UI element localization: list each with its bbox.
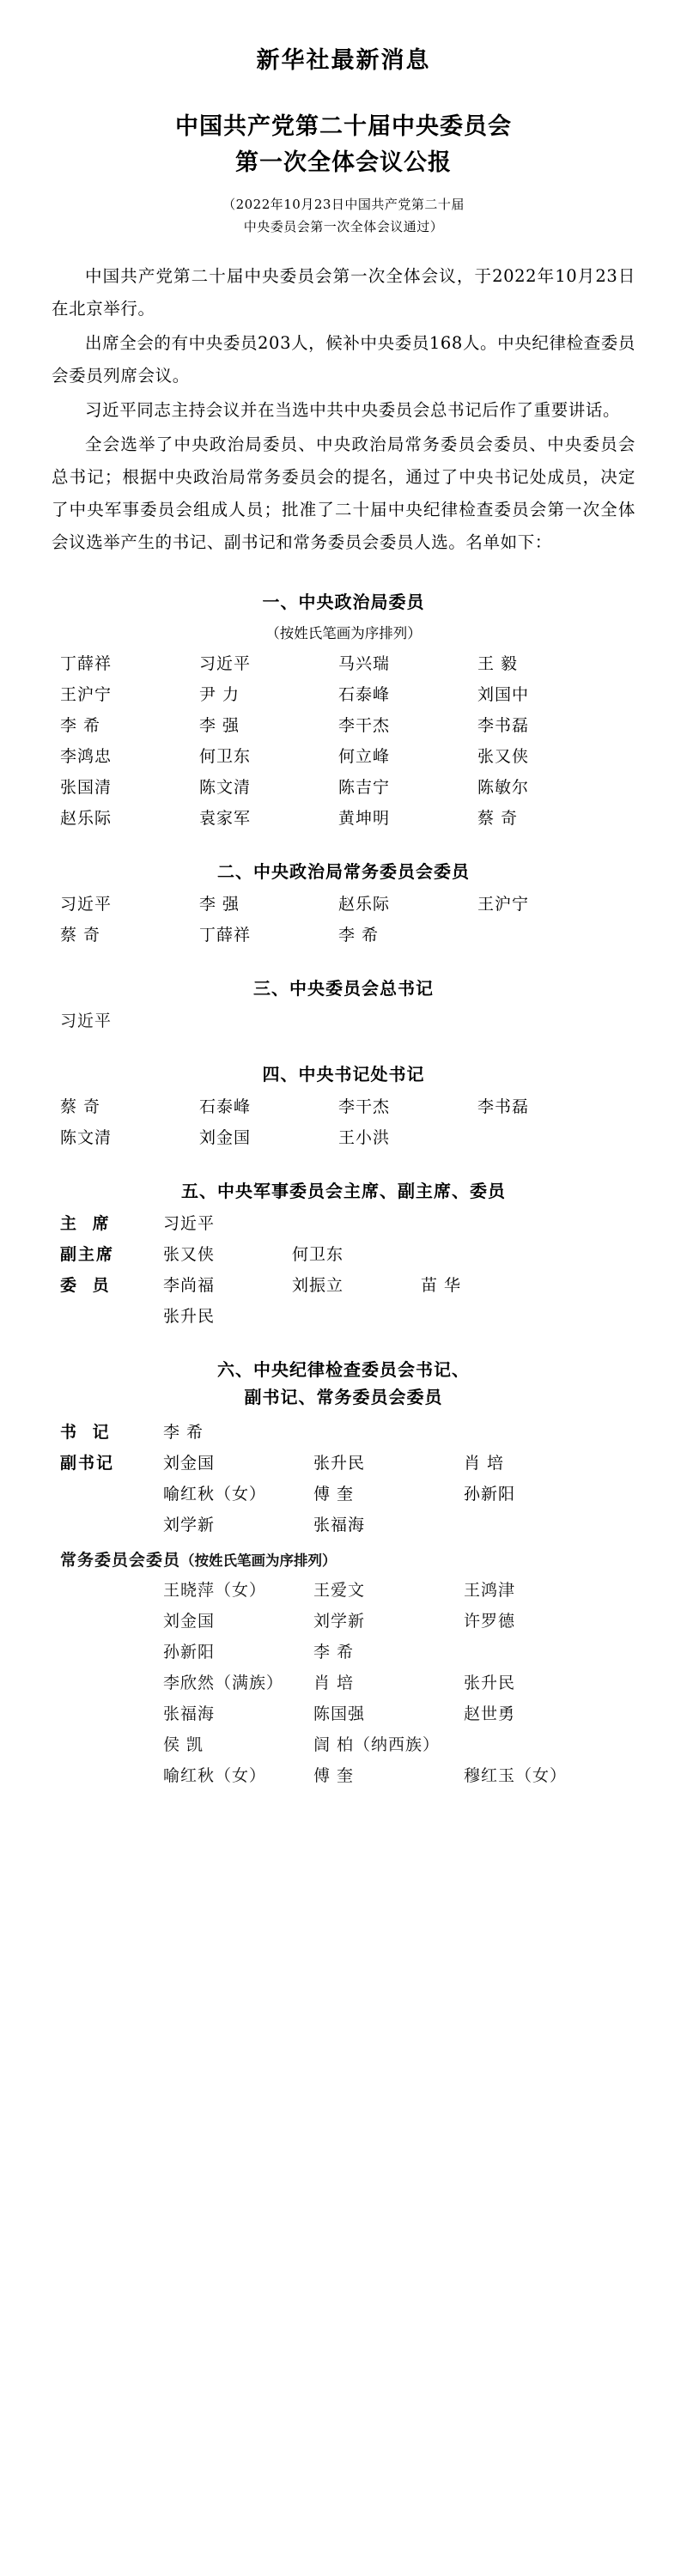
name-cell: 李鸿忠 — [60, 747, 112, 767]
role-names — [163, 1273, 635, 1296]
cmc-roles — [52, 1211, 635, 1327]
name-cell — [464, 1732, 614, 1755]
name-cell: 侯 凯 — [163, 1735, 204, 1755]
name-cell: 刘金国 — [199, 1128, 252, 1148]
page-title-line-2: 第一次全体会议公报 — [235, 149, 452, 176]
section-heading-ccdi — [52, 1356, 635, 1411]
section-heading-ccdi-line-1: 六、中央纪律检查委员会书记、 — [217, 1359, 470, 1381]
standing-committee-note: （按姓氏笔画为序排列） — [180, 1552, 337, 1570]
name-cell: 李欣然（满族） — [163, 1674, 284, 1693]
name-cell: 王 毅 — [477, 654, 519, 674]
section-note-politburo: （按姓氏笔画为序排列） — [265, 625, 422, 642]
name-cell: 穆红玉（女） — [464, 1766, 568, 1786]
role-names — [163, 1303, 635, 1327]
name-cell: 孙新阳 — [464, 1485, 516, 1504]
name-cell: 赵乐际 — [60, 809, 112, 829]
role-row — [60, 1419, 635, 1443]
name-grid-standing-committee — [52, 891, 635, 945]
name-cell: 刘振立 — [292, 1276, 344, 1296]
name-grid-secretariat — [52, 1094, 635, 1148]
name-cell: 喻红秋（女） — [163, 1485, 267, 1504]
section-heading-secretariat: 四、中央书记处书记 — [262, 1064, 425, 1085]
name-cell: 李书磊 — [477, 716, 530, 736]
name-cell: 蔡 奇 — [60, 926, 101, 945]
name-cell: 王沪宁 — [60, 685, 112, 705]
role-label: 主 席 — [60, 1214, 114, 1234]
role-names — [163, 1419, 635, 1443]
name-cell: 刘学新 — [163, 1516, 216, 1535]
name-row — [163, 1608, 635, 1631]
name-row — [163, 1763, 635, 1786]
name-cell — [477, 922, 617, 945]
name-cell: 刘国中 — [477, 685, 530, 705]
name-cell: 张又侠 — [163, 1245, 216, 1265]
name-cell: 蔡 奇 — [60, 1097, 101, 1117]
page-title-line-1: 中国共产党第二十届中央委员会 — [175, 113, 512, 140]
paragraph: 习近平同志主持会议并在当选中共中央委员会总书记后作了重要讲话。 — [85, 400, 621, 421]
role-row — [60, 1273, 635, 1296]
role-row — [60, 1211, 635, 1234]
role-row — [60, 1481, 635, 1504]
name-cell: 张升民 — [313, 1454, 366, 1473]
role-label: 书 记 — [60, 1423, 114, 1443]
name-cell: 喻红秋（女） — [163, 1766, 267, 1786]
name-cell: 王晓萍（女） — [163, 1581, 267, 1601]
name-cell: 李书磊 — [477, 1097, 530, 1117]
name-cell: 石泰峰 — [199, 1097, 252, 1117]
name-cell: 王爱文 — [313, 1581, 366, 1601]
section-heading-standing-committee: 二、中央政治局常务委员会委员 — [217, 861, 470, 883]
name-cell: 张福海 — [313, 1516, 366, 1535]
name-cell: 张升民 — [464, 1674, 516, 1693]
name-cell: 刘学新 — [313, 1612, 366, 1631]
paragraph: 中国共产党第二十届中央委员会第一次全体会议，于2022年10月23日在北京举行。 — [52, 266, 635, 319]
name-cell: 石泰峰 — [338, 685, 391, 705]
name-cell: 丁薛祥 — [199, 926, 252, 945]
name-row — [163, 1732, 635, 1755]
name-cell: 张又侠 — [477, 747, 530, 767]
name-cell: 习近平 — [60, 895, 112, 914]
section-heading-politburo: 一、中央政治局委员 — [262, 592, 425, 613]
role-row — [60, 1512, 635, 1535]
name-row — [60, 805, 617, 829]
name-cell: 赵世勇 — [464, 1704, 516, 1724]
name-cell: 李干杰 — [338, 716, 391, 736]
name-cell: 苗 华 — [421, 1276, 462, 1296]
name-row — [60, 891, 617, 914]
name-cell: 何卫东 — [292, 1245, 344, 1265]
section-heading-cmc: 五、中央军事委员会主席、副主席、委员 — [181, 1181, 506, 1202]
name-row — [60, 682, 617, 705]
name-row — [163, 1670, 635, 1693]
name-row — [163, 1701, 635, 1724]
name-row — [60, 744, 617, 767]
name-cell: 李 希 — [163, 1423, 204, 1443]
name-cell — [464, 1639, 614, 1662]
name-cell: 刘金国 — [163, 1612, 216, 1631]
name-cell: 张福海 — [163, 1704, 216, 1724]
name-cell: 傅 奎 — [313, 1766, 355, 1786]
role-names — [163, 1242, 635, 1265]
role-row — [60, 1303, 635, 1327]
section-heading-ccdi-line-2: 副书记、常务委员会委员 — [244, 1387, 443, 1408]
standing-committee-title: 常务委员会委员 — [60, 1551, 181, 1571]
role-label: 委 员 — [60, 1276, 114, 1296]
name-cell: 孙新阳 — [163, 1643, 216, 1662]
name-cell: 李尚福 — [163, 1276, 216, 1296]
name-cell: 李 强 — [199, 716, 240, 736]
name-cell: 肖 培 — [313, 1674, 355, 1693]
role-names — [163, 1512, 635, 1535]
name-cell: 陈文清 — [60, 1128, 112, 1148]
name-cell: 习近平 — [199, 654, 252, 674]
name-cell: 肖 培 — [464, 1454, 505, 1473]
name-row — [60, 922, 617, 945]
name-row — [163, 1577, 635, 1601]
name-row — [60, 713, 617, 736]
role-row — [60, 1450, 635, 1473]
name-cell: 傅 奎 — [313, 1485, 355, 1504]
role-label: 副书记 — [60, 1454, 115, 1473]
body-paragraphs — [52, 260, 635, 559]
name-cell: 袁家军 — [199, 809, 252, 829]
name-cell: 习近平 — [163, 1214, 216, 1234]
name-cell: 丁薛祥 — [60, 654, 112, 674]
name-cell: 何卫东 — [199, 747, 252, 767]
name-row — [60, 1094, 617, 1117]
name-cell: 李 希 — [313, 1643, 355, 1662]
name-cell: 许罗德 — [464, 1612, 516, 1631]
name-cell: 李 希 — [60, 716, 101, 736]
name-cell: 黄坤明 — [338, 809, 391, 829]
name-cell: 李 强 — [199, 895, 240, 914]
ccdi-standing-committee-label — [52, 1547, 635, 1571]
section-heading-general-secretary: 三、中央委员会总书记 — [253, 978, 434, 999]
paragraph: 全会选举了中央政治局委员、中央政治局常务委员会委员、中央委员会总书记；根据中央政治局常务委员会的提名，通过了中央书记处成员，决定了中央军事委员会组成人员；批准了二十届中央纪律检查委员会第一次全体会议选举产生的书记、副书记和常务委员会委员人选。名单如下： — [52, 434, 635, 553]
subtitle-line-1: （2022年10月23日中国共产党第二十届 — [222, 196, 465, 212]
name-row — [60, 651, 617, 674]
general-secretary-name: 习近平 — [60, 1012, 112, 1031]
ccdi-roles — [52, 1419, 635, 1535]
role-names — [163, 1450, 635, 1473]
role-names — [163, 1481, 635, 1504]
name-cell: 陈文清 — [199, 778, 252, 798]
name-cell: 何立峰 — [338, 747, 391, 767]
news-agency-banner: 新华社最新消息 — [256, 47, 431, 74]
name-cell: 王沪宁 — [477, 895, 530, 914]
name-cell: 訚 柏（纳西族） — [313, 1735, 441, 1755]
subtitle-line-2: 中央委员会第一次全体会议通过） — [243, 218, 444, 234]
name-cell: 尹 力 — [199, 685, 240, 705]
name-cell: 王鸿津 — [464, 1581, 516, 1601]
name-row — [163, 1639, 635, 1662]
name-grid-politburo — [52, 651, 635, 829]
name-cell — [477, 1125, 617, 1148]
name-cell: 张升民 — [163, 1307, 216, 1327]
name-cell: 张国清 — [60, 778, 112, 798]
name-cell: 王小洪 — [338, 1128, 391, 1148]
document-subtitle — [52, 193, 635, 239]
name-cell: 李 希 — [338, 926, 380, 945]
name-cell: 赵乐际 — [338, 895, 391, 914]
name-row — [60, 1125, 617, 1148]
name-cell: 陈国强 — [313, 1704, 366, 1724]
role-row — [60, 1242, 635, 1265]
name-row — [60, 775, 617, 798]
role-label: 副主席 — [60, 1245, 115, 1265]
name-cell: 蔡 奇 — [477, 809, 519, 829]
name-cell: 马兴瑞 — [338, 654, 391, 674]
name-cell: 刘金国 — [163, 1454, 216, 1473]
paragraph: 出席全会的有中央委员203人，候补中央委员168人。中央纪律检查委员会委员列席会议。 — [52, 333, 635, 386]
name-cell: 李干杰 — [338, 1097, 391, 1117]
name-cell: 陈敏尔 — [477, 778, 530, 798]
page-title — [52, 109, 635, 181]
role-names — [163, 1211, 635, 1234]
ccdi-standing-committee-grid — [52, 1577, 635, 1786]
name-cell: 陈吉宁 — [338, 778, 391, 798]
